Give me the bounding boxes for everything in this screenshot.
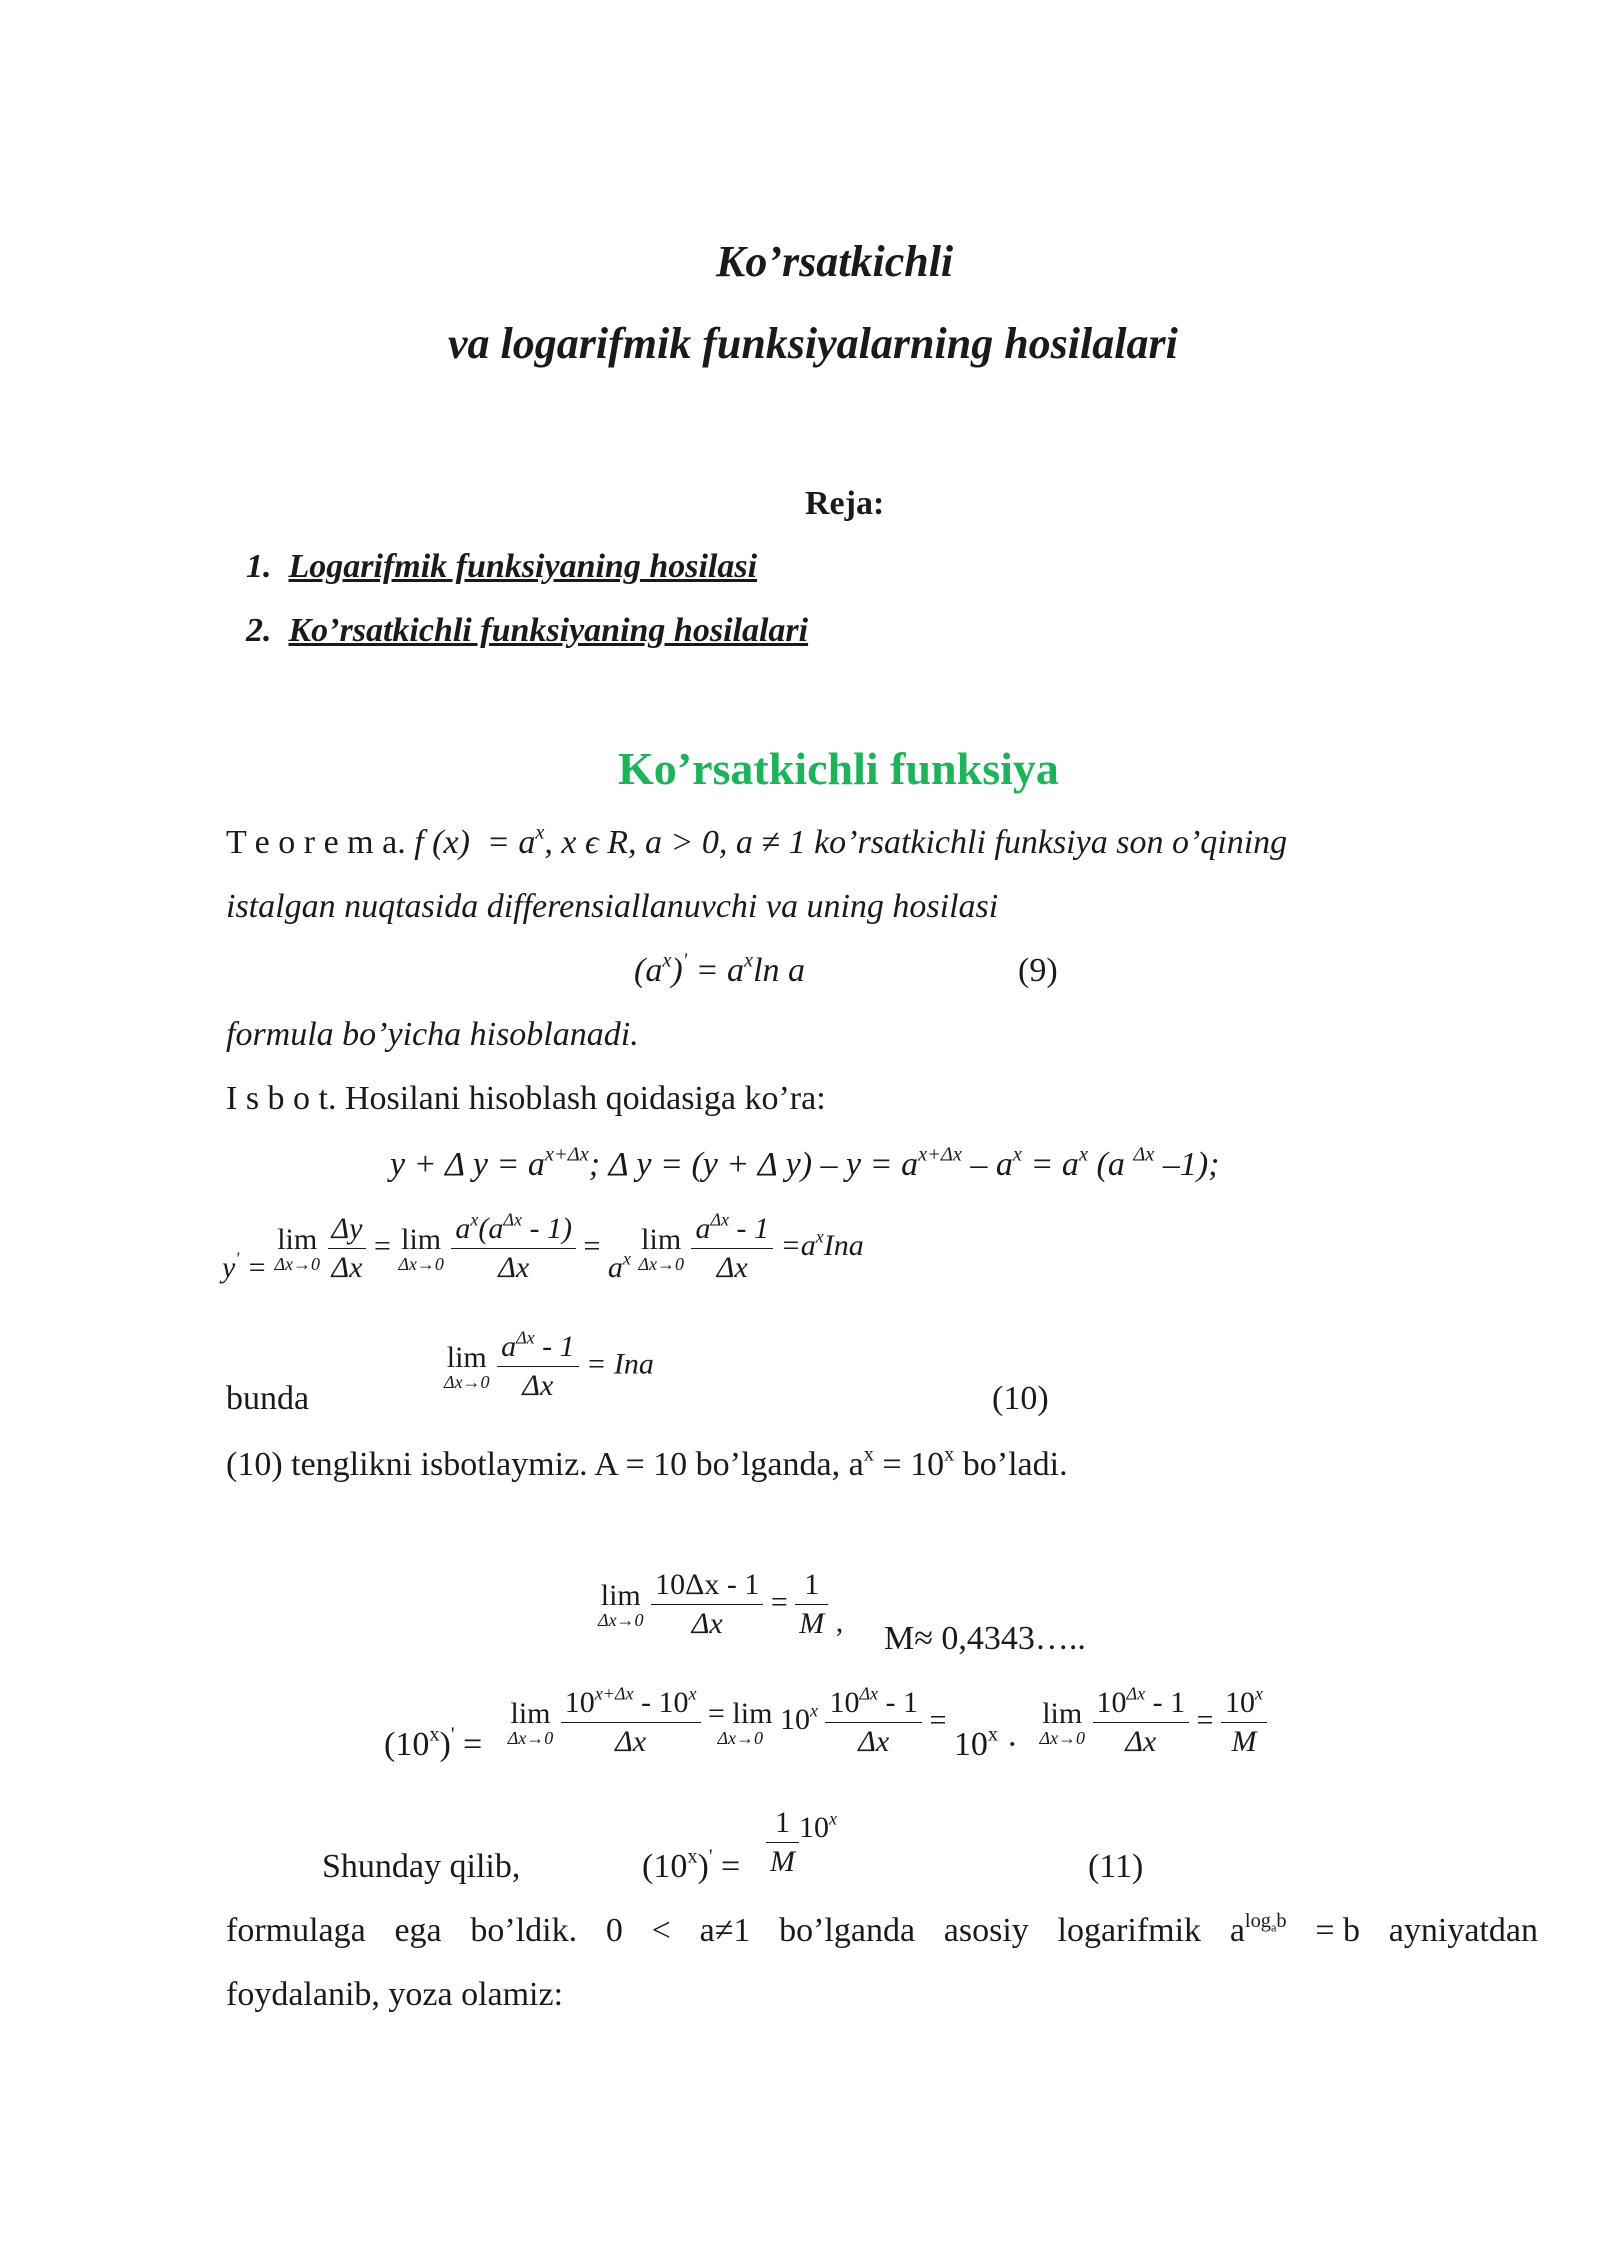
final-word: < xyxy=(651,1912,671,1949)
formula-9-rhs-tail: ln a xyxy=(753,952,806,989)
proof-eq-part: y + Δ y = a xyxy=(390,1146,545,1183)
reja-item-1 xyxy=(246,548,757,586)
formula-9-lhs-exp: x xyxy=(662,949,672,972)
deriv-10-lim-1: lim Δx→0 xyxy=(507,1696,554,1748)
deriv-10-lhs: $(10^x)'$ = xyxy=(384,1724,483,1764)
limit-10-comma: , xyxy=(835,1605,844,1639)
final-word: 0 xyxy=(605,1912,623,1949)
final-word: = b xyxy=(1315,1912,1361,1949)
limit-10-fraction: $\frac{10\Delta x - 1}{\Delta x}$ xyxy=(651,1568,763,1641)
proof-eq-exp: x xyxy=(1078,1143,1088,1166)
final-log-identity: $a^{log_ab}$ xyxy=(1229,1909,1287,1949)
derivative-fraction-2: $\frac{a^x(a^{\Delta x} - 1)}{\Delta x}$ xyxy=(451,1212,576,1285)
shunday-fraction xyxy=(766,1806,837,1879)
bunda-limit xyxy=(444,1327,654,1403)
derivative-eq-2: = xyxy=(373,1229,391,1263)
theorem-line-1 xyxy=(226,821,1288,862)
final-word: bo’lganda xyxy=(779,1912,916,1949)
deriv-10-eq-2: = xyxy=(929,1703,947,1737)
deriv-10-lim-3: lim Δx→0 xyxy=(1039,1696,1086,1748)
limit-10 xyxy=(598,1568,843,1641)
derivative-fraction-1: $\frac{\Delta y}{\Delta x}$ xyxy=(328,1212,367,1285)
bunda-fraction: $\frac{a^{\Delta x} - 1}{\Delta x}$ xyxy=(497,1330,579,1403)
deriv-10-fraction-1: $\frac{10^{x+\Delta x} - 10^x}{\Delta x}$ xyxy=(561,1686,701,1759)
shunday-tail: 10$^x$ xyxy=(799,1808,837,1845)
proof-eq-part: (a xyxy=(1088,1146,1134,1183)
deriv-10 xyxy=(384,1683,1267,1764)
reja-heading: Reja: xyxy=(805,485,885,522)
deriv-10-mid: 10$^x$ xyxy=(779,1700,818,1737)
bunda-word: bunda xyxy=(226,1380,310,1417)
derivative-lim-2: lim Δx→0 xyxy=(398,1222,444,1274)
prove-10-line: (10) tenglikni isbotlaymiz. A = 10 bo’lganda, $a^x = 10^x$ bo’ladi. xyxy=(226,1443,1068,1483)
reja-item-2 xyxy=(246,612,808,650)
theorem-function: f (x) xyxy=(414,824,470,861)
final-word: logarifmik xyxy=(1057,1912,1202,1949)
shunday-number: (11) xyxy=(1088,1848,1144,1885)
final-word: bo’ldik. xyxy=(470,1912,578,1949)
deriv-10-eq-3: = xyxy=(1196,1703,1214,1737)
limit-10-lim: lim Δx→0 xyxy=(598,1578,644,1630)
proof-eq-part: = a xyxy=(1021,1146,1079,1183)
final-word: ega xyxy=(394,1912,442,1949)
deriv-10-lim-2: = lim Δx→0 xyxy=(708,1696,773,1748)
formula-9-lhs-close: ) xyxy=(671,952,683,989)
formula-9-lhs: (a xyxy=(634,952,663,989)
formula-9-number: (9) xyxy=(1018,952,1058,989)
limit-10-eq: = xyxy=(770,1585,788,1619)
deriv-10-factor: $10^x$ · xyxy=(953,1724,1018,1764)
bunda-number: (10) xyxy=(992,1380,1049,1417)
proof-eq-exp: x+Δx xyxy=(544,1143,589,1166)
deriv-10-result: $\frac{10^x}{M}$ xyxy=(1221,1686,1267,1759)
derivative-lim-1: lim Δx→0 xyxy=(274,1222,320,1274)
formula-9-prime: ' xyxy=(682,949,688,972)
formula-9-rhs-exp: x xyxy=(744,949,754,972)
formula-9 xyxy=(634,949,806,990)
final-word: a≠1 xyxy=(699,1912,751,1949)
formula-9-eq: = a xyxy=(687,952,745,989)
proof-equation xyxy=(390,1143,1220,1184)
theorem-exp: x xyxy=(535,821,545,844)
derivative-formula xyxy=(222,1209,864,1285)
reja-item-number: 1. xyxy=(246,548,272,585)
shunday-text: Shunday qilib, xyxy=(322,1848,521,1885)
derivative-lim-3: lim Δx→0 xyxy=(638,1222,684,1274)
formula-text: formula bo’yicha hisoblanadi. xyxy=(226,1016,639,1053)
proof-eq-exp: Δx xyxy=(1133,1143,1155,1166)
derivative-result: $=a^xIna$ xyxy=(780,1226,864,1263)
bunda-result: = Ina xyxy=(586,1347,654,1381)
derivative-y: y' = xyxy=(222,1248,267,1285)
final-line-2: foydalanib, yoza olamiz: xyxy=(226,1976,564,2013)
title-line-2: va logarifmik funksiyalarning hosilalari xyxy=(448,319,1178,368)
proof-eq-exp: x xyxy=(1012,1143,1022,1166)
proof-eq-part: – a xyxy=(961,1146,1013,1183)
final-line-1 xyxy=(226,1909,1538,1950)
final-word: ayniyatdan xyxy=(1388,1912,1538,1949)
bunda-lim: lim Δx→0 xyxy=(444,1340,490,1392)
theorem-label: T e o r e m a. xyxy=(226,824,406,861)
proof-line xyxy=(226,1080,826,1118)
title-line-1: Ko’rsatkichli xyxy=(716,237,954,286)
limit-10-result: $\frac{1}{M}$ xyxy=(795,1568,828,1641)
deriv-10-fraction-2: $\frac{10^{\Delta x} - 1}{\Delta x}$ xyxy=(825,1686,922,1759)
shunday-formula: $(10^x)'$ = xyxy=(642,1845,741,1885)
deriv-10-fraction-3: $\frac{10^{\Delta x} - 1}{\Delta x}$ xyxy=(1093,1686,1190,1759)
theorem-base: a xyxy=(518,824,536,861)
shunday-frac: $\frac{1}{M}$ xyxy=(766,1806,799,1879)
reja-item-link[interactable]: Ko’rsatkichli funksiyaning hosilalari xyxy=(288,612,809,649)
derivative-fraction-3: $\frac{a^{\Delta x} - 1}{\Delta x}$ xyxy=(691,1212,773,1285)
derivative-eq-3: = xyxy=(583,1229,601,1263)
m-constant: M≈ 0,4343….. xyxy=(884,1620,1086,1657)
section-heading: Ko’rsatkichli funksiya xyxy=(618,743,1059,794)
proof-eq-part: ; Δ y = (y + Δ y) – y = a xyxy=(588,1146,919,1183)
final-word: formulaga xyxy=(226,1912,366,1949)
theorem-eq: = xyxy=(486,824,510,861)
derivative-ax: $a^x$ xyxy=(607,1248,631,1285)
proof-label: I s b o t. xyxy=(226,1080,337,1117)
proof-eq-part: –1); xyxy=(1154,1146,1220,1183)
reja-item-link[interactable]: Logarifmik funksiyaning hosilasi xyxy=(288,548,758,585)
theorem-line-2: istalgan nuqtasida differensiallanuvchi va uning hosilasi xyxy=(226,888,999,925)
proof-eq-exp: x+Δx xyxy=(918,1143,962,1166)
reja-item-number: 2. xyxy=(246,612,272,649)
proof-text: Hosilani hisoblash qoidasiga ko’ra: xyxy=(345,1080,826,1117)
theorem-cond: , x ϵ R, a > 0, a ≠ 1 ko’rsatkichli funksiya son o’qining xyxy=(544,824,1288,861)
final-word: asosiy xyxy=(943,1912,1029,1949)
